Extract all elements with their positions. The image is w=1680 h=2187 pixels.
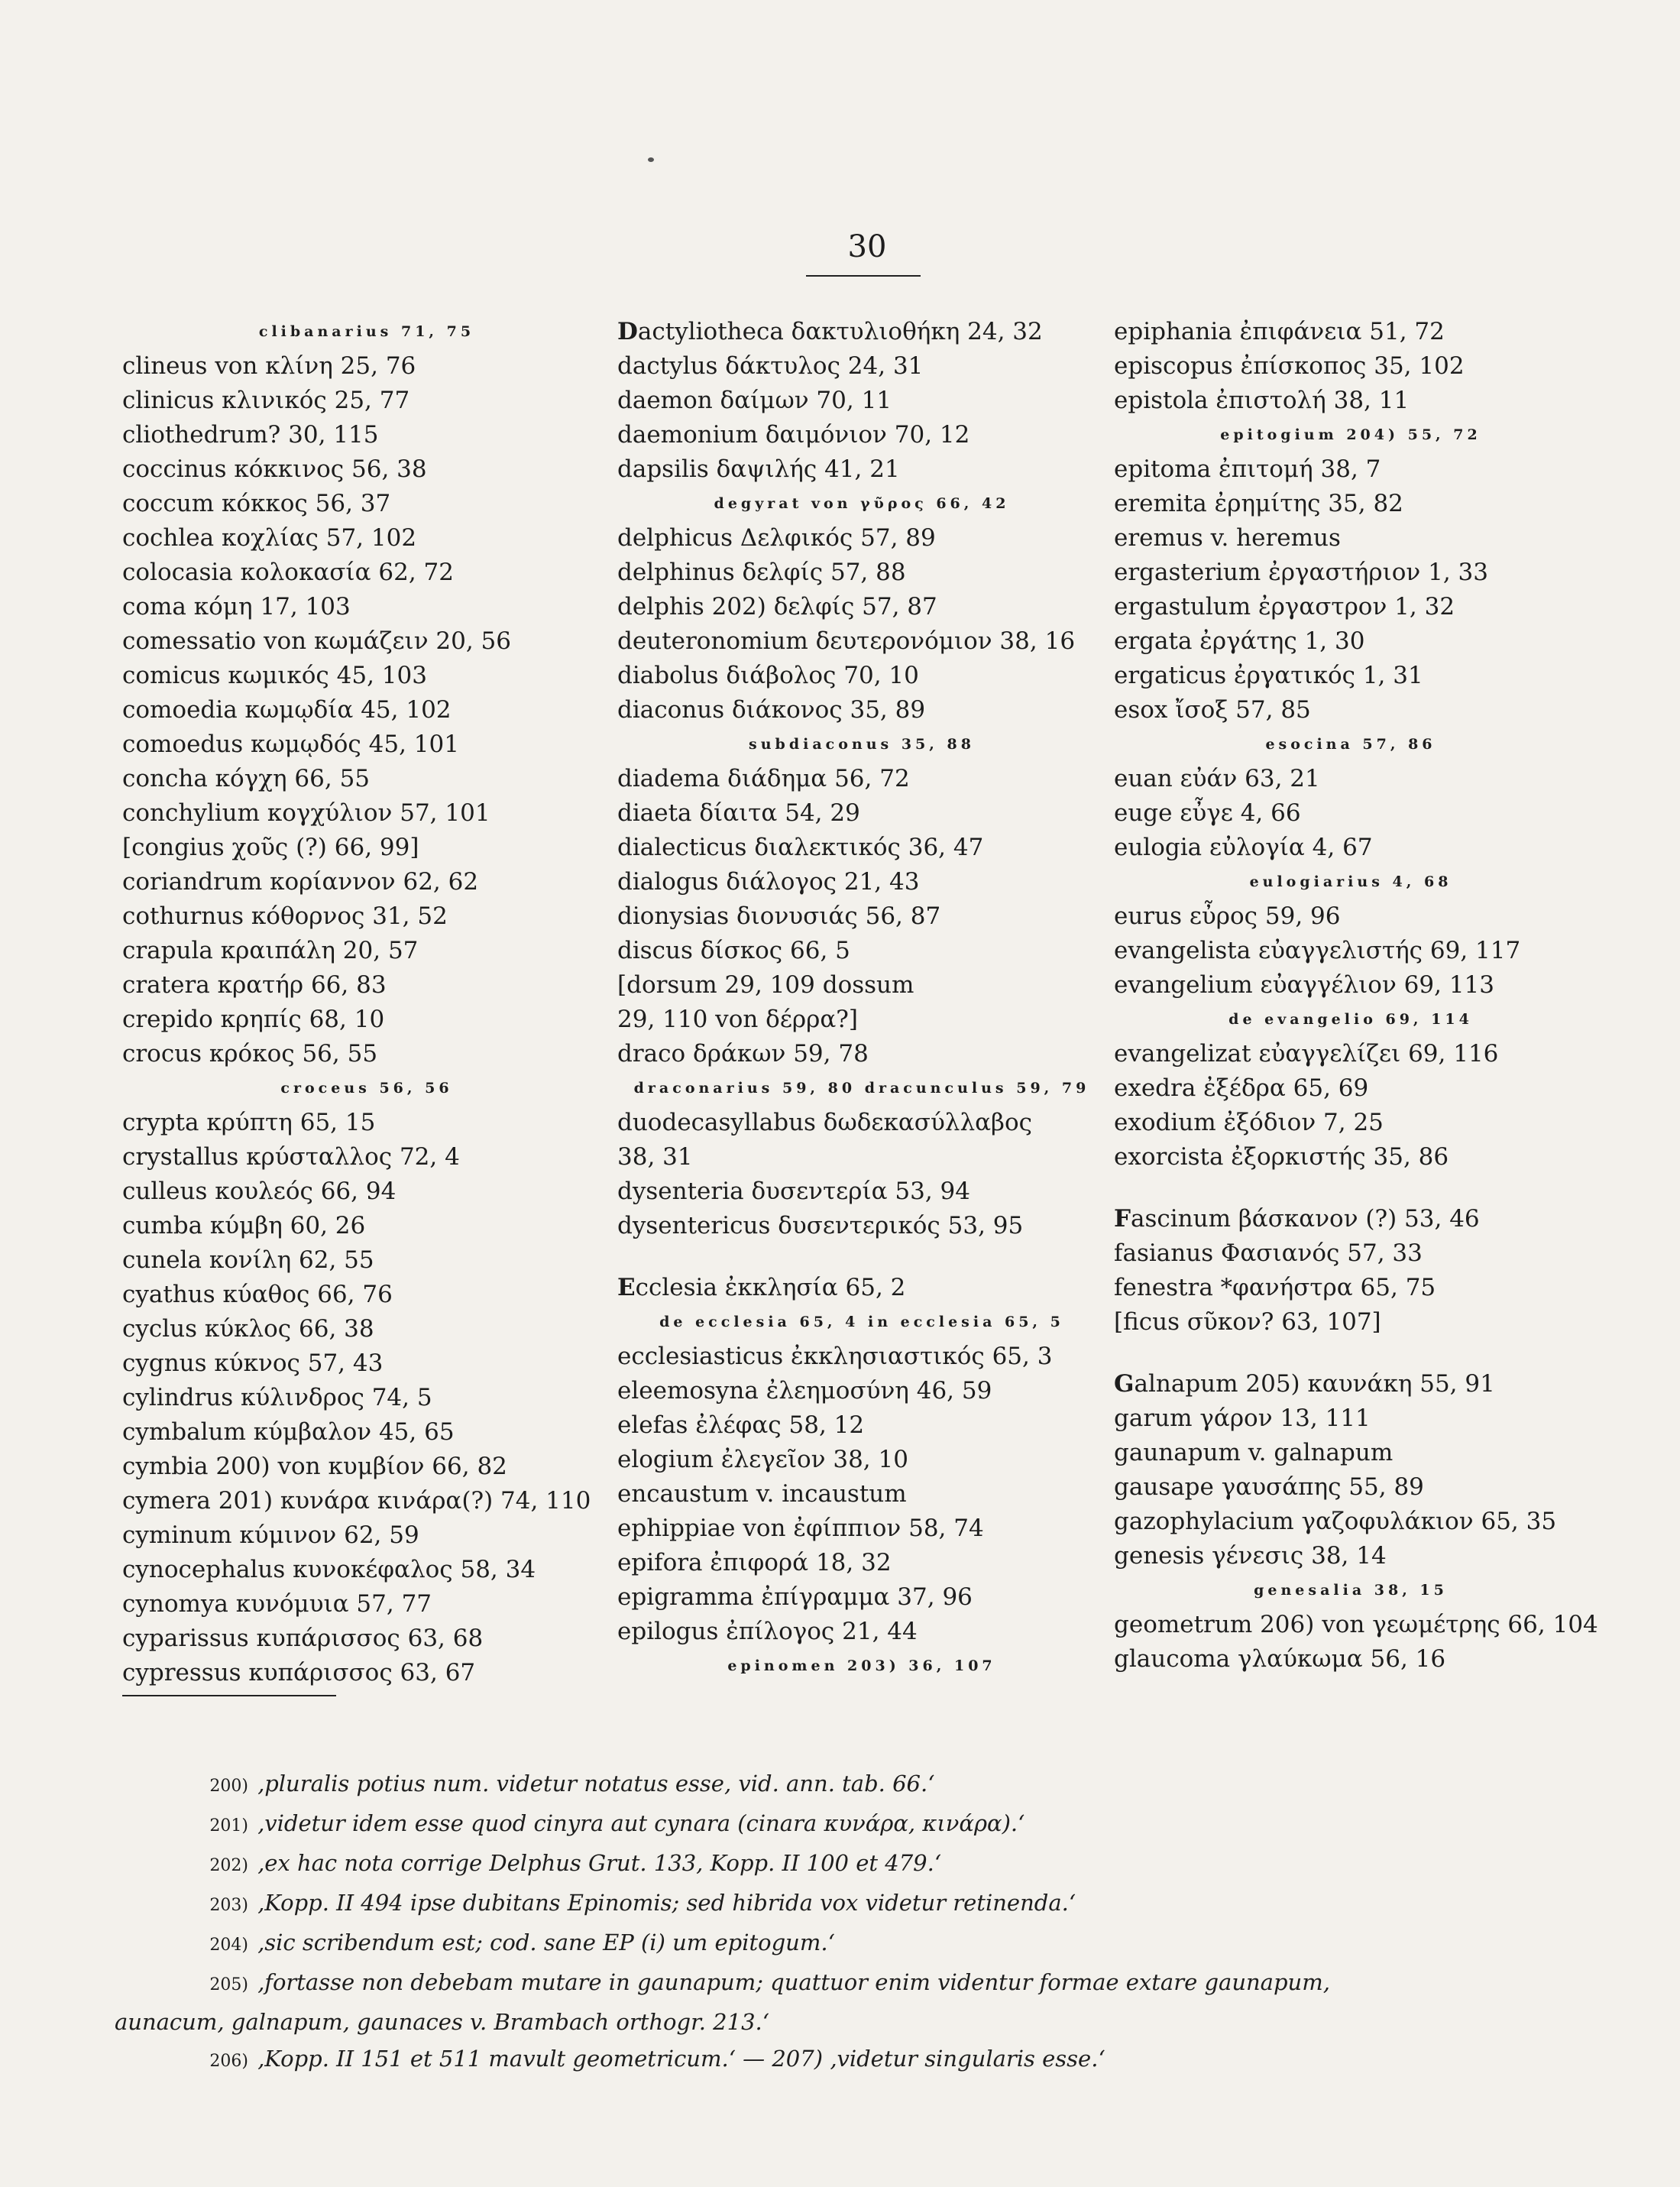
index-entry: eremus v. heremus — [1114, 524, 1341, 552]
index-entry: cynomya κυνόμυια 57, 77 — [122, 1590, 432, 1618]
footnote — [115, 2004, 1551, 2040]
index-entry: epiphania ἐπιφάνεια 51, 72 — [1114, 318, 1445, 345]
index-subentry: genesalia 38, 15 — [1254, 1582, 1448, 1599]
index-entry: crystallus κρύσταλλος 72, 4 — [122, 1143, 460, 1171]
index-entry: coma κόμη 17, 103 — [122, 593, 351, 620]
index-entry: dialecticus διαλεκτικός 36, 47 — [617, 834, 984, 861]
index-entry: geometrum 206) von γεωμέτρης 66, 104 — [1114, 1611, 1598, 1638]
footnote — [115, 1765, 1551, 1805]
footnote-number: 206) — [209, 2052, 248, 2071]
footnote-number: 204) — [209, 1936, 248, 1955]
index-entry: elogium ἐλεγεῖον 38, 10 — [617, 1446, 908, 1473]
index-entry: dionysias διονυσιάς 56, 87 — [617, 902, 941, 930]
index-column-3 — [1114, 315, 1598, 1677]
index-entry: epifora ἐπιφορά 18, 32 — [617, 1549, 892, 1576]
index-entry: evangelista εὐαγγελιστής 69, 117 — [1114, 937, 1521, 964]
page-number: 30 — [847, 229, 887, 264]
index-entry: cliothedrum? 30, 115 — [122, 421, 379, 449]
index-entry: cyparissus κυπάρισσος 63, 68 — [122, 1625, 484, 1652]
footnote — [115, 1924, 1551, 1964]
index-entry: cumba κύμβη 60, 26 — [122, 1212, 366, 1239]
index-entry: cymbalum κύμβαλον 45, 65 — [122, 1418, 455, 1446]
index-entry: cymera 201) κυνάρα κινάρα(?) 74, 110 — [122, 1487, 591, 1515]
index-entry: cyminum κύμινον 62, 59 — [122, 1521, 419, 1549]
footnote-number: 203) — [209, 1896, 248, 1915]
index-entry: cochlea κοχλίας 57, 102 — [122, 524, 417, 552]
footnote — [115, 1964, 1551, 2004]
index-entry: Galnapum 205) καυνάκη 55, 91 — [1114, 1370, 1495, 1398]
index-entry: clineus von κλίνη 25, 76 — [122, 352, 416, 380]
index-entry: cratera κρατήρ 66, 83 — [122, 971, 387, 999]
index-entry: episcopus ἐπίσκοπος 35, 102 — [1114, 352, 1465, 380]
index-entry: discus δίσκος 66, 5 — [617, 937, 850, 964]
index-entry: dialogus διάλογος 21, 43 — [617, 868, 920, 896]
index-entry: Dactyliotheca δακτυλιοθήκη 24, 32 — [617, 318, 1043, 345]
index-entry: evangelium εὐαγγέλιον 69, 113 — [1114, 971, 1494, 999]
index-column-1 — [122, 315, 611, 1690]
index-entry: esox ἴσοξ 57, 85 — [1114, 696, 1311, 724]
index-subentry: de evangelio 69, 114 — [1228, 1011, 1473, 1028]
index-entry: daemon δαίμων 70, 11 — [617, 387, 892, 414]
index-entry: deuteronomium δευτερονόμιον 38, 16 — [617, 627, 1076, 655]
index-subentry: clibanarius 71, 75 — [258, 323, 475, 340]
index-entry: eulogia εὐλογία 4, 67 — [1114, 834, 1373, 861]
index-subentry: de ecclesia 65, 4 in ecclesia 65, 5 — [659, 1314, 1064, 1330]
index-subentry: eulogiarius 4, 68 — [1249, 873, 1452, 890]
index-entry: diadema διάδημα 56, 72 — [617, 765, 910, 792]
index-subentry: esocina 57, 86 — [1265, 736, 1436, 753]
footnote-text: ‚Kopp. II 494 ipse dubitans Epinomis; sed hibrida vox videtur retinenda.‘ — [257, 1890, 1076, 1916]
index-entry: comoedus κωμῳδός 45, 101 — [122, 731, 459, 758]
footnotes — [115, 1765, 1551, 2080]
index-entry: clinicus κλινικός 25, 77 — [122, 387, 410, 414]
index-entry: elefas ἐλέφας 58, 12 — [617, 1411, 865, 1439]
index-entry: coccum κόκκος 56, 37 — [122, 490, 391, 517]
page-number-rule — [806, 275, 921, 277]
index-entry: ergata ἐργάτης 1, 30 — [1114, 627, 1365, 655]
index-entry: garum γάρον 13, 111 — [1114, 1405, 1371, 1432]
index-entry: colocasia κολοκασία 62, 72 — [122, 559, 454, 586]
index-subentry: degyrat von γῦρος 66, 42 — [714, 495, 1010, 512]
index-entry: coccinus κόκκινος 56, 38 — [122, 455, 427, 483]
index-entry: gaunapum v. galnapum — [1114, 1439, 1394, 1466]
index-entry: dapsilis δαψιλής 41, 21 — [617, 455, 900, 483]
index-entry: eleemosyna ἐλεημοσύνη 46, 59 — [617, 1377, 992, 1405]
index-entry: gausape γαυσάπης 55, 89 — [1114, 1473, 1424, 1501]
spacer — [1114, 1174, 1588, 1202]
footnote-rule — [122, 1695, 336, 1696]
index-entry: diabolus διάβολος 70, 10 — [617, 662, 919, 689]
index-entry: cyclus κύκλος 66, 38 — [122, 1315, 374, 1343]
index-entry: cypressus κυπάρισσος 63, 67 — [122, 1659, 476, 1686]
footnote — [115, 1805, 1551, 1845]
index-entry: daemonium δαιμόνιον 70, 12 — [617, 421, 970, 449]
index-entry: ergasterium ἐργαστήριον 1, 33 — [1114, 559, 1488, 586]
index-entry: eurus εὖρος 59, 96 — [1114, 902, 1341, 930]
index-entry: euge εὖγε 4, 66 — [1114, 799, 1301, 827]
footnote-number: 205) — [209, 1975, 248, 1994]
spacer — [617, 1243, 1106, 1271]
index-entry: cygnus κύκνος 57, 43 — [122, 1349, 384, 1377]
index-entry: coriandrum κορίαννον 62, 62 — [122, 868, 479, 896]
footnote-text: ‚ex hac nota corrige Delphus Grut. 133, Kopp. II 100 et 479.‘ — [257, 1850, 942, 1876]
index-entry: cylindrus κύλινδρος 74, 5 — [122, 1384, 432, 1411]
index-entry: epilogus ἐπίλογος 21, 44 — [617, 1618, 918, 1645]
index-entry: epitoma ἐπιτομή 38, 7 — [1114, 455, 1381, 483]
footnote — [115, 2040, 1551, 2080]
index-entry: [congius χοῦς (?) 66, 99] — [122, 834, 419, 861]
index-entry: conchylium κογχύλιον 57, 101 — [122, 799, 490, 827]
index-subentry: subdiaconus 35, 88 — [749, 736, 975, 753]
index-entry: glaucoma γλαύκωμα 56, 16 — [1114, 1645, 1446, 1673]
footnote-text: ‚fortasse non debebam mutare in gaunapum; quattuor enim videntur formae extare gaunapum, — [257, 1969, 1330, 1995]
index-entry: ergaticus ἐργατικός 1, 31 — [1114, 662, 1423, 689]
footnote — [115, 1884, 1551, 1924]
index-entry: cymbia 200) von κυμβίον 66, 82 — [122, 1453, 507, 1480]
index-entry: ecclesiasticus ἐκκλησιαστικός 65, 3 — [617, 1343, 1053, 1370]
index-entry: cynocephalus κυνοκέφαλος 58, 34 — [122, 1556, 536, 1583]
index-entry: comessatio von κωμάζειν 20, 56 — [122, 627, 512, 655]
index-entry: dysentericus δυσεντερικός 53, 95 — [617, 1212, 1024, 1239]
index-entry: draco δράκων 59, 78 — [617, 1040, 869, 1068]
index-entry: dysenteria δυσεντερία 53, 94 — [617, 1178, 971, 1205]
index-entry: concha κόγχη 66, 55 — [122, 765, 371, 792]
index-entry: cyathus κύαθος 66, 76 — [122, 1281, 393, 1308]
index-entry: Ecclesia ἐκκλησία 65, 2 — [617, 1274, 906, 1301]
footnote-text: ‚videtur idem esse quod cinyra aut cynara (cinara κυνάρα, κινάρα).‘ — [257, 1810, 1025, 1836]
footnote-text: ‚Kopp. II 151 et 511 mavult geometricum.‘ — 207) ‚videtur singularis esse.‘ — [257, 2046, 1105, 2072]
index-entry: ergastulum ἐργαστρον 1, 32 — [1114, 593, 1455, 620]
index-column-2 — [617, 315, 1106, 1683]
index-entry: crapula κραιπάλη 20, 57 — [122, 937, 419, 964]
index-entry: comicus κωμικός 45, 103 — [122, 662, 427, 689]
index-entry: crocus κρόκος 56, 55 — [122, 1040, 378, 1068]
footnote-text: ‚pluralis potius num. videtur notatus esse, vid. ann. tab. 66.‘ — [257, 1771, 935, 1797]
index-entry: epigramma ἐπίγραμμα 37, 96 — [617, 1583, 973, 1611]
index-entry: culleus κουλεός 66, 94 — [122, 1178, 397, 1205]
ink-speck — [648, 157, 654, 162]
index-entry: crypta κρύπτη 65, 15 — [122, 1109, 376, 1136]
index-entry: crepido κρηπίς 68, 10 — [122, 1006, 385, 1033]
index-entry: cothurnus κόθορνος 31, 52 — [122, 902, 448, 930]
index-entry: diaconus διάκονος 35, 89 — [617, 696, 926, 724]
index-entry: exorcista ἐξορκιστής 35, 86 — [1114, 1143, 1449, 1171]
index-entry: epistola ἐπιστολή 38, 11 — [1114, 387, 1410, 414]
index-entry: [ficus σῦκον? 63, 107] — [1114, 1308, 1381, 1336]
footnote — [115, 1845, 1551, 1884]
index-subentry: draconarius 59, 80 dracunculus 59, 79 — [633, 1080, 1090, 1097]
index-entry: cunela κονίλη 62, 55 — [122, 1246, 374, 1274]
footnote-number: 202) — [209, 1856, 248, 1875]
index-entry: dactylus δάκτυλος 24, 31 — [617, 352, 924, 380]
index-entry: eremita ἐρημίτης 35, 82 — [1114, 490, 1403, 517]
index-entry: exodium ἐξόδιον 7, 25 — [1114, 1109, 1384, 1136]
index-subentry: epinomen 203) 36, 107 — [727, 1657, 996, 1674]
spacer — [1114, 1340, 1588, 1367]
footnote-number: 200) — [209, 1777, 248, 1796]
index-entry: 38, 31 — [617, 1143, 693, 1171]
index-subentry: epitogium 204) 55, 72 — [1220, 426, 1481, 443]
footnote-number: 201) — [209, 1816, 248, 1835]
index-entry: Fascinum βάσκανον (?) 53, 46 — [1114, 1205, 1480, 1233]
index-entry: fenestra *φανήστρα 65, 75 — [1114, 1274, 1436, 1301]
index-entry: duodecasyllabus δωδεκασύλλαβος — [617, 1109, 1032, 1136]
index-entry: genesis γένεσις 38, 14 — [1114, 1542, 1387, 1570]
index-entry: gazophylacium γαζοφυλάκιον 65, 35 — [1114, 1508, 1557, 1535]
index-entry: [dorsum 29, 109 dossum — [617, 971, 914, 999]
index-entry: diaeta δίαιτα 54, 29 — [617, 799, 860, 827]
index-entry: comoedia κωμῳδία 45, 102 — [122, 696, 452, 724]
index-entry: encaustum v. incaustum — [617, 1480, 907, 1508]
index-entry: delphinus δελφίς 57, 88 — [617, 559, 906, 586]
footnote-text: ‚sic scribendum est; cod. sane EP (i) um epitogum.‘ — [257, 1929, 835, 1955]
footnote-text: aunacum, galnapum, gaunaces v. Brambach orthogr. 213.‘ — [115, 2009, 769, 2035]
index-entry: delphicus Δελφικός 57, 89 — [617, 524, 936, 552]
index-entry: 29, 110 von δέρρα?] — [617, 1006, 858, 1033]
index-entry: fasianus Φασιανός 57, 33 — [1114, 1239, 1423, 1267]
index-entry: delphis 202) δελφίς 57, 87 — [617, 593, 937, 620]
index-entry: euan εὐάν 63, 21 — [1114, 765, 1320, 792]
index-entry: exedra ἐξέδρα 65, 69 — [1114, 1074, 1369, 1102]
index-entry: evangelizat εὐαγγελίζει 69, 116 — [1114, 1040, 1499, 1068]
index-entry: ephippiae von ἐφίππιον 58, 74 — [617, 1515, 984, 1542]
index-subentry: croceus 56, 56 — [280, 1080, 453, 1097]
